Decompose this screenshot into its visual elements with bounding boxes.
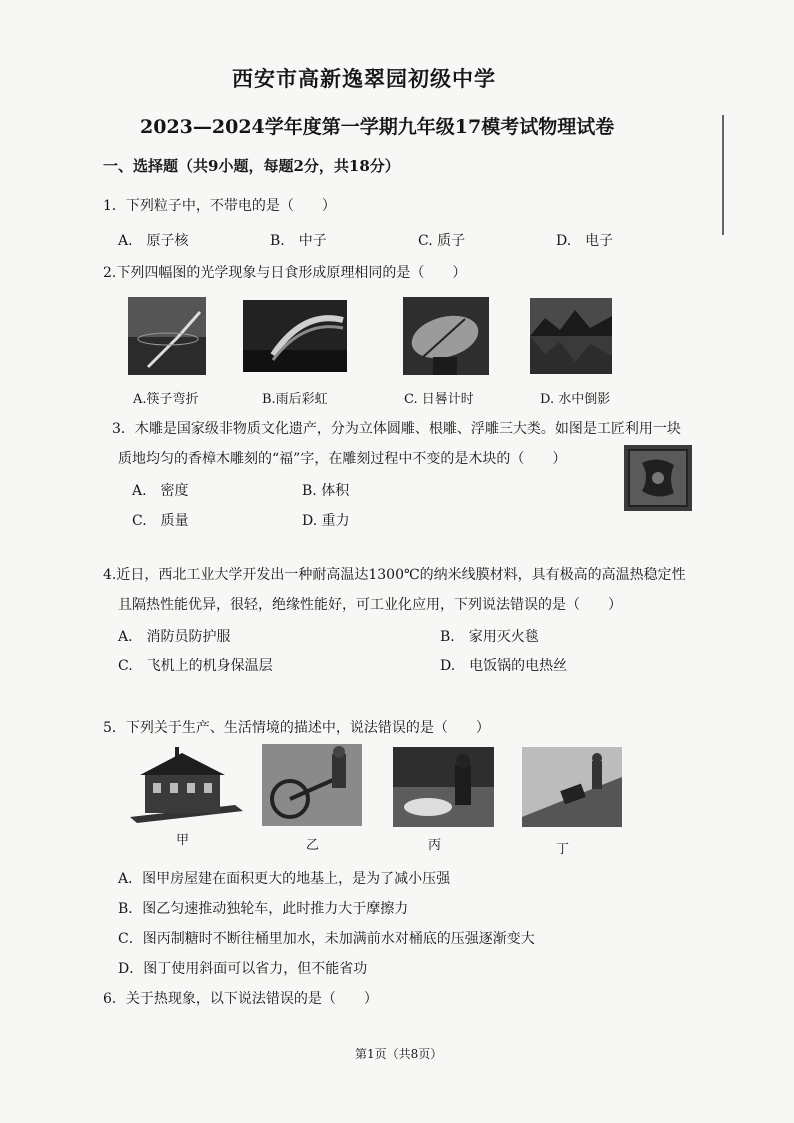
q4-line2: 且隔热性能优异，很轻，绝缘性能好，可工业化应用，下列说法错误的是（ ） [118, 597, 622, 613]
q3-option-b: B. 体积 [302, 483, 350, 499]
q5-option-d: D．图丁使用斜面可以省力，但不能省功 [118, 961, 368, 977]
q1-stem: 1．下列粒子中，不带电的是（ ） [103, 198, 336, 214]
q6-stem: 6．关于热现象，以下说法错误的是（ ） [103, 991, 378, 1007]
q1-option-b: B. 中子 [270, 233, 327, 249]
q2-caption-b: B.雨后彩虹 [262, 392, 328, 407]
q4-option-d: D. 电饭锅的电热丝 [440, 658, 568, 674]
scan-edge-line [722, 115, 724, 235]
q2-stem: 2.下列四幅图的光学现象与日食形成原理相同的是（ ） [103, 265, 467, 281]
sugar-making-photo [393, 747, 494, 827]
rainbow-photo [243, 300, 347, 372]
q5-option-c: C．图丙制糖时不断往桶里加水，未加满前水对桶底的压强逐渐变大 [118, 931, 535, 947]
q2-caption-d: D. 水中倒影 [540, 392, 611, 407]
q1-option-d: D. 电子 [556, 233, 614, 249]
q2-caption-a: A.筷子弯折 [133, 392, 199, 407]
q5-stem: 5．下列关于生产、生活情境的描述中，说法错误的是（ ） [103, 720, 490, 736]
incline-photo [522, 747, 622, 827]
q2-caption-c: C. 日晷计时 [404, 392, 474, 407]
wheelbarrow-photo [262, 744, 362, 826]
q4-option-c: C. 飞机上的机身保温层 [118, 658, 273, 674]
reflection-photo [530, 298, 612, 374]
q5-option-a: A．图甲房屋建在面积更大的地基上，是为了减小压强 [118, 871, 451, 887]
q1-option-a: A. 原子核 [118, 233, 189, 249]
q5-caption-ding: 丁 [556, 842, 570, 857]
q3-line1: 3．木雕是国家级非物质文化遗产，分为立体圆雕、根雕、浮雕三大类。如图是工匠利用一块 [112, 421, 681, 437]
q4-option-b: B. 家用灭火毯 [440, 629, 539, 645]
fu-woodcarving-photo [624, 445, 692, 511]
school-title: 西安市高新逸翠园初级中学 [232, 66, 496, 91]
page-number: 第1页（共8页） [355, 1047, 443, 1061]
exam-title: 2023—2024学年度第一学期九年级17模考试物理试卷 [140, 116, 615, 138]
q4-line1: 4.近日，西北工业大学开发出一种耐高温达1300℃的纳米线膜材料，具有极高的高温热稳定性 [103, 567, 686, 583]
section-title: 一、选择题（共9小题，每题2分，共18分） [103, 157, 400, 175]
chopstick-photo [128, 297, 206, 375]
q1-option-c: C. 质子 [418, 233, 466, 249]
q3-option-c: C. 质量 [132, 513, 189, 529]
q5-option-b: B．图乙匀速推动独轮车，此时推力大于摩擦力 [118, 901, 409, 917]
q3-line2: 质地均匀的香樟木雕刻的“福”字，在雕刻过程中不变的是木块的（ ） [118, 451, 567, 467]
q3-option-d: D. 重力 [302, 513, 350, 529]
q5-caption-jia: 甲 [176, 833, 190, 848]
q3-option-a: A. 密度 [132, 483, 189, 499]
q5-caption-bing: 丙 [428, 838, 442, 853]
q5-caption-yi: 乙 [306, 838, 320, 853]
sundial-photo [403, 297, 489, 375]
house-photo [125, 745, 245, 825]
q4-option-a: A. 消防员防护服 [118, 629, 231, 645]
